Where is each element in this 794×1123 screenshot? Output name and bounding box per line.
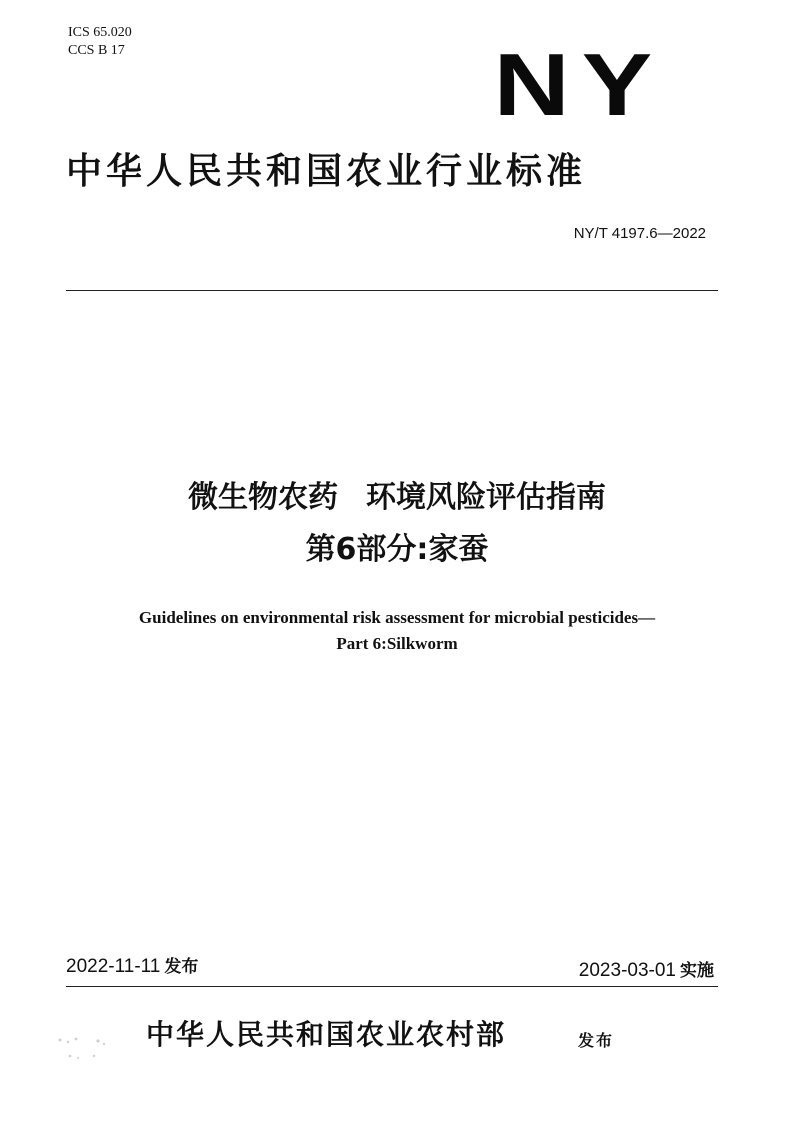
ccs-code: CCS B 17 — [68, 43, 125, 58]
implementation-date-block — [579, 958, 714, 984]
english-title-line-2: Part 6:Silkworm — [336, 634, 458, 653]
issue-label: 发布 — [164, 957, 199, 977]
top-divider — [66, 290, 718, 291]
implementation-label: 实施 — [680, 961, 714, 981]
faint-stamp-mark-icon — [54, 1030, 114, 1066]
issue-date: 2022-11-11 — [66, 956, 161, 977]
standard-category-title: 中华人民共和国农业行业标准 — [66, 151, 587, 192]
bottom-divider — [66, 986, 718, 987]
chinese-title-line-2: 第6部分:家蚕 — [305, 532, 489, 567]
standard-number: NY/T 4197.6—2022 — [573, 225, 706, 242]
classification-codes — [68, 24, 132, 60]
implementation-date: 2023-03-01 — [578, 960, 676, 981]
chinese-title-part-b: 环境风险评估指南 — [366, 480, 606, 515]
publisher-name: 中华人民共和国农业农村部 — [146, 1018, 507, 1051]
publish-label: 发布 — [578, 1031, 615, 1050]
english-title-line-1: Guidelines on environmental risk assessment for microbial pesticides— — [138, 608, 656, 627]
ny-logo: NY — [493, 35, 664, 134]
chinese-title-line-1 — [0, 478, 794, 518]
ics-code: ICS 65.020 — [68, 25, 132, 40]
chinese-title-part-a: 微生物农药 — [188, 480, 338, 515]
issue-date-block — [66, 954, 198, 980]
